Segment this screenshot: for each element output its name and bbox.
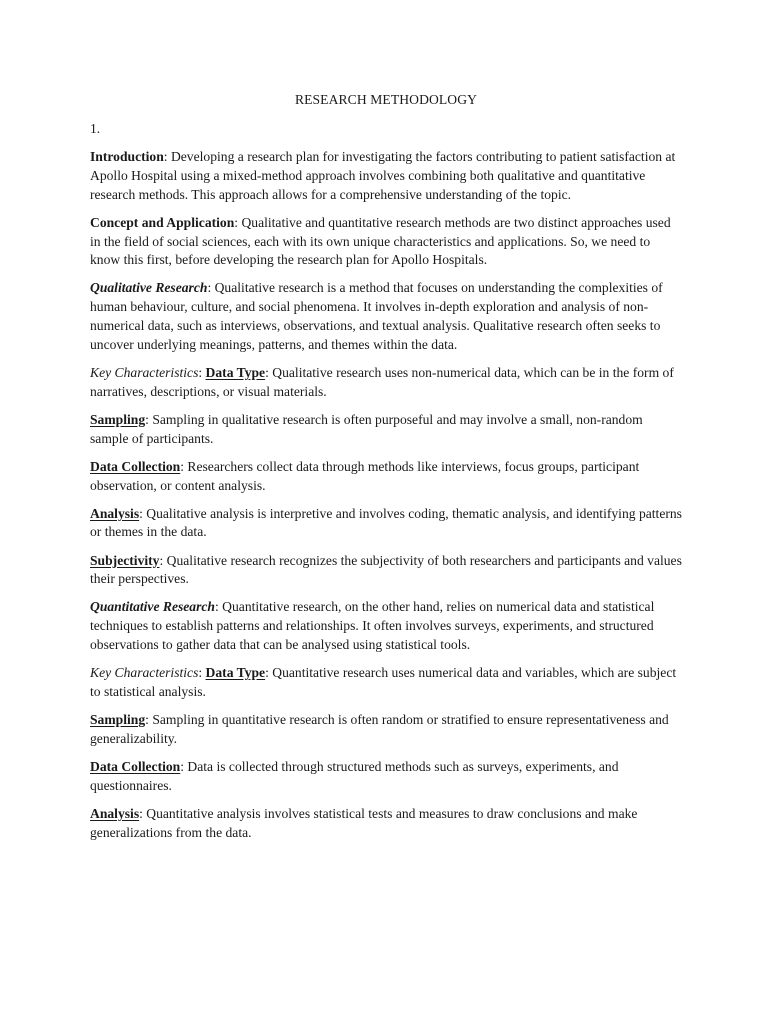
document-title: RESEARCH METHODOLOGY [294, 92, 478, 107]
paragraph-text: : Sampling in qualitative research is often purposeful and may involve a small, non-random sample of participants. [90, 411, 643, 446]
paragraph-qualitative-data-collection [90, 458, 682, 496]
paragraph-text: : Developing a research plan for investigating the factors contributing to patient satisfaction at Apollo Hospital using a mixed-method approach involves combining both qualitative and quantitative research methods. This approach allows for a comprehensive understanding of the topic. [90, 149, 676, 202]
paragraph-quantitative-sampling [90, 711, 682, 749]
term-data-type: Data Type [205, 665, 266, 681]
term-analysis: Analysis [90, 805, 140, 821]
document-page [90, 91, 682, 852]
paragraph-text: : Qualitative research uses non-numerical data, which can be in the form of narratives, descriptions, or visual materials. [90, 364, 674, 399]
paragraph-text: : Qualitative research is a method that focuses on understanding the complexities of human behaviour, culture, and social phenomena. It involves in-depth exploration and analysis of non-numerical data, such as interviews, observations, and textual analysis. Qualitative research often seeks to uncover underlying meanings, patterns, and themes within the data. [90, 280, 663, 352]
term-concept-and-application: Concept and Application [90, 214, 235, 230]
paragraph-quantitative-data-collection [90, 758, 682, 796]
term-sampling: Sampling [90, 411, 146, 427]
term-introduction: Introduction [90, 149, 164, 165]
paragraph-qualitative-key-characteristics [90, 364, 682, 402]
paragraph-text: : Researchers collect data through methods like interviews, focus groups, participant observation, or content analysis. [90, 458, 640, 493]
paragraph-text: : Qualitative and quantitative research methods are two distinct approaches used in the field of social sciences, each with its own unique characteristics and applications. So, we need to know this first, before developing the research plan for Apollo Hospitals. [90, 214, 671, 268]
paragraph-text: : Quantitative research, on the other hand, relies on numerical data and statistical techniques to establish patterns and relationships. It often involves surveys, experiments, and structured observations to gather data that can be analysed using statistical tools. [90, 599, 655, 652]
paragraph-quantitative-key-characteristics [90, 664, 682, 702]
term-analysis: Analysis [90, 505, 140, 521]
paragraph-text: : Sampling in quantitative research is often random or stratified to ensure representativeness and generalizability. [90, 711, 669, 746]
paragraph-subjectivity [90, 552, 682, 590]
term-sampling: Sampling [90, 711, 146, 727]
term-separator: : [198, 364, 206, 380]
paragraph-text: : Data is collected through structured methods such as surveys, experiments, and questionnaires. [90, 758, 619, 793]
paragraph-qualitative-sampling [90, 411, 682, 449]
paragraph-concept-and-application [90, 214, 682, 270]
term-data-collection: Data Collection [90, 458, 181, 474]
term-data-type: Data Type [205, 364, 266, 380]
section-number: 1. [90, 120, 101, 136]
paragraph-text: : Quantitative analysis involves statistical tests and measures to draw conclusions and make generalizations from the data. [90, 805, 638, 840]
paragraph-quantitative-analysis [90, 805, 682, 843]
paragraph-introduction [90, 148, 682, 204]
term-subjectivity: Subjectivity [90, 552, 160, 568]
paragraph-text: : Quantitative research uses numerical data and variables, which are subject to statistical analysis. [90, 665, 677, 699]
paragraph-qualitative-analysis [90, 505, 682, 543]
term-key-characteristics: Key Characteristics [90, 665, 199, 681]
term-separator: : [198, 665, 206, 681]
paragraph-quantitative-research [90, 598, 682, 654]
term-quantitative-research: Quantitative Research [90, 599, 215, 615]
paragraph-text: : Qualitative research recognizes the subjectivity of both researchers and participants and values their perspectives. [90, 552, 682, 587]
paragraph-text: : Qualitative analysis is interpretive and involves coding, thematic analysis, and identifying patterns or themes in the data. [90, 505, 682, 540]
paragraph-qualitative-research [90, 279, 682, 354]
term-key-characteristics: Key Characteristics [90, 364, 199, 380]
term-qualitative-research: Qualitative Research [90, 280, 208, 296]
term-data-collection: Data Collection [90, 758, 181, 774]
